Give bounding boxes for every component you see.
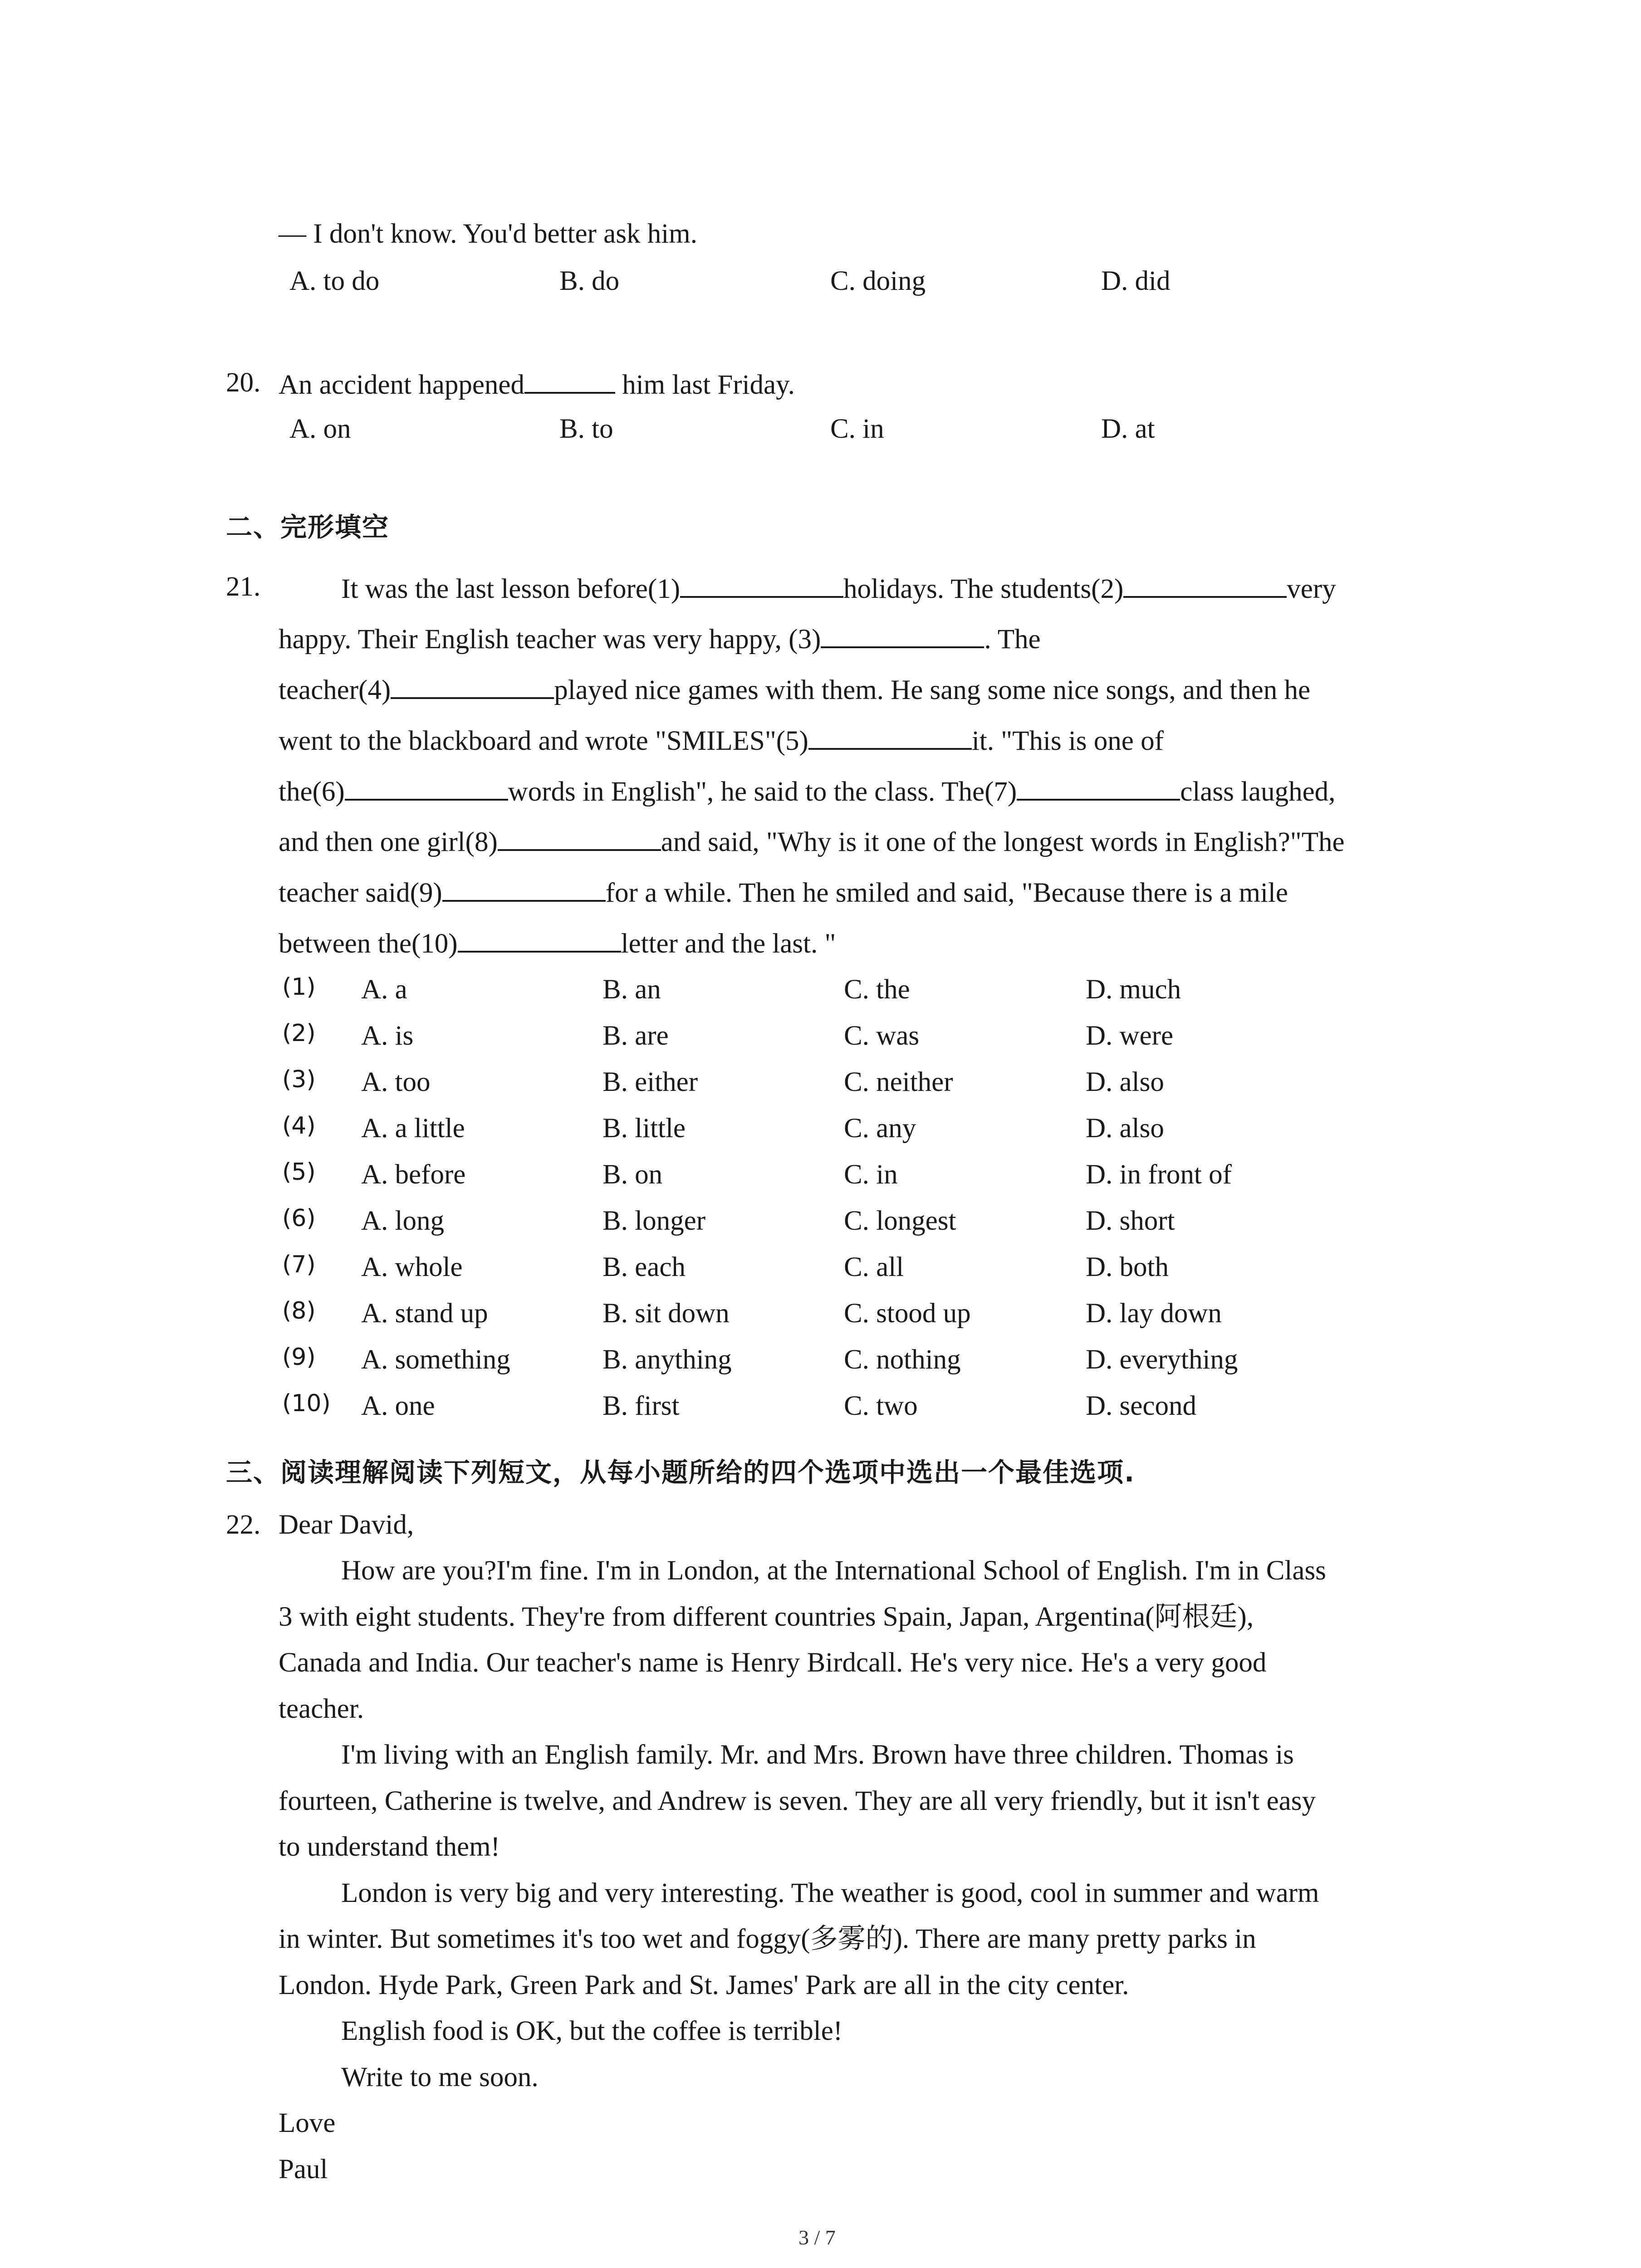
q21-line-4 <box>279 723 1164 758</box>
q21-item-label: (6) <box>282 1205 316 1232</box>
q21-item9-option-b: B. anything <box>603 1344 732 1375</box>
q22-line: London. Hyde Park, Green Park and St. James' Park are all in the city center. <box>279 1970 1129 2000</box>
q21-item-label: (3) <box>282 1066 316 1093</box>
q21-blank-9 <box>442 875 606 902</box>
q19-option-c: C. doing <box>830 266 926 296</box>
q21-item3-option-b: B. either <box>603 1067 698 1097</box>
q21-item10-option-d: D. second <box>1086 1391 1196 1421</box>
q21-text: for a while. Then he smiled and said, "Because there is a mile <box>605 878 1288 908</box>
q22-signature: Paul <box>279 2154 328 2185</box>
q20-option-d: D. at <box>1101 414 1155 444</box>
q21-item8-option-a: A. stand up <box>361 1298 488 1329</box>
q21-item4-option-c: C. any <box>844 1113 916 1144</box>
q21-blank-2 <box>1123 571 1287 598</box>
q22-line: Write to me soon. <box>341 2062 539 2092</box>
q21-text: holidays. The students(2) <box>843 574 1124 604</box>
q20-option-c: C. in <box>830 414 884 444</box>
section-cloze-title: 二、完形填空 <box>226 512 390 543</box>
q21-line-5 <box>279 773 1335 808</box>
q22-line: London is very big and very interesting. The weather is good, cool in summer and warm <box>341 1878 1319 1908</box>
q21-item8-option-d: D. lay down <box>1086 1298 1222 1329</box>
q22-line: to understand them! <box>279 1832 500 1862</box>
q21-item4-option-b: B. little <box>603 1113 686 1144</box>
q21-line-1 <box>341 571 1336 606</box>
q21-item2-option-a: A. is <box>361 1021 414 1051</box>
q21-text: words in English", he said to the class. The(7) <box>508 777 1017 807</box>
q21-line-6 <box>279 824 1345 859</box>
q21-item-label: (8) <box>282 1297 316 1325</box>
q21-item5-option-d: D. in front of <box>1086 1159 1232 1190</box>
q21-item7-option-a: A. whole <box>361 1252 463 1282</box>
q19-answer-line: — I don't know. You'd better ask him. <box>279 219 697 249</box>
q22-number: 22. <box>226 1510 261 1540</box>
q21-item1-option-c: C. the <box>844 974 910 1005</box>
q21-text: played nice games with them. He sang some nice songs, and then he <box>554 675 1311 705</box>
q21-line-8 <box>279 925 836 960</box>
page-number: 3 / 7 <box>798 2226 836 2249</box>
q21-item3-option-d: D. also <box>1086 1067 1164 1097</box>
q22-line: How are you?I'm fine. I'm in London, at the International School of English. I'm in Class <box>341 1555 1326 1586</box>
section-reading-title: 三、阅读理解阅读下列短文，从每小题所给的四个选项中选出一个最佳选项. <box>226 1457 1136 1488</box>
q22-line: 3 with eight students. They're from different countries Spain, Japan, Argentina(阿根廷), <box>279 1602 1254 1632</box>
q22-line: I'm living with an English family. Mr. and Mrs. Brown have three children. Thomas is <box>341 1740 1294 1770</box>
q19-option-b: B. do <box>559 266 620 296</box>
q21-item8-option-b: B. sit down <box>603 1298 730 1329</box>
q22-line: in winter. But sometimes it's too wet and foggy(多雾的). There are many pretty parks in <box>279 1924 1256 1954</box>
q21-item2-option-d: D. were <box>1086 1021 1174 1051</box>
q20-stem <box>279 367 795 401</box>
q21-item5-option-b: B. on <box>603 1159 663 1190</box>
q21-item6-option-d: D. short <box>1086 1206 1175 1236</box>
q21-text: happy. Their English teacher was very happy, (3) <box>279 624 821 655</box>
q20-blank <box>524 367 615 394</box>
q21-text: class laughed, <box>1180 777 1336 807</box>
q21-text: teacher said(9) <box>279 878 442 908</box>
q20-stem-before: An accident happened <box>279 370 524 400</box>
q21-text: very <box>1287 574 1336 604</box>
q21-item3-option-c: C. neither <box>844 1067 953 1097</box>
q21-item9-option-c: C. nothing <box>844 1344 961 1375</box>
q21-item-label: (7) <box>282 1251 316 1278</box>
q21-item5-option-a: A. before <box>361 1159 466 1190</box>
q21-item1-option-d: D. much <box>1086 974 1181 1005</box>
q21-blank-4 <box>391 672 554 699</box>
q21-blank-1 <box>680 571 843 598</box>
q19-option-a: A. to do <box>289 266 380 296</box>
q21-number: 21. <box>226 572 261 602</box>
q21-item3-option-a: A. too <box>361 1067 431 1097</box>
q21-blank-10 <box>458 925 621 953</box>
q21-item10-option-c: C. two <box>844 1391 918 1421</box>
q21-item7-option-b: B. each <box>603 1252 686 1282</box>
q20-option-a: A. on <box>289 414 351 444</box>
q21-text: went to the blackboard and wrote "SMILES"(5) <box>279 726 808 756</box>
q21-item9-option-d: D. everything <box>1086 1344 1238 1375</box>
q21-item1-option-a: A. a <box>361 974 407 1005</box>
q20-number: 20. <box>226 367 261 398</box>
q20-stem-after: him last Friday. <box>615 370 795 400</box>
q21-text: and then one girl(8) <box>279 827 498 857</box>
q21-item4-option-a: A. a little <box>361 1113 465 1144</box>
q21-item10-option-a: A. one <box>361 1391 435 1421</box>
q21-blank-6 <box>345 773 508 801</box>
q21-item9-option-a: A. something <box>361 1344 510 1375</box>
q21-line-3 <box>279 672 1310 707</box>
q21-text: teacher(4) <box>279 675 391 705</box>
q21-text: it. "This is one of <box>971 726 1164 756</box>
q21-line-7 <box>279 875 1288 909</box>
q21-item2-option-b: B. are <box>603 1021 669 1051</box>
q21-text: between the(10) <box>279 929 458 959</box>
q21-item-label: (4) <box>282 1112 316 1139</box>
q21-blank-3 <box>821 621 984 648</box>
q19-option-d: D. did <box>1101 266 1171 296</box>
q22-line: teacher. <box>279 1694 364 1724</box>
q21-item-label: (9) <box>282 1344 316 1371</box>
q21-item-label: (1) <box>282 973 316 1001</box>
q22-greeting: Dear David, <box>279 1510 414 1540</box>
q21-item2-option-c: C. was <box>844 1021 920 1051</box>
q21-item1-option-b: B. an <box>603 974 661 1005</box>
q21-item6-option-b: B. longer <box>603 1206 706 1236</box>
q21-text: the(6) <box>279 777 345 807</box>
q22-line: English food is OK, but the coffee is terrible! <box>341 2016 843 2046</box>
q21-item-label: (5) <box>282 1158 316 1186</box>
q22-line: fourteen, Catherine is twelve, and Andrew is seven. They are all very friendly, but it isn't easy <box>279 1786 1316 1816</box>
q20-option-b: B. to <box>559 414 613 444</box>
q21-line-2 <box>279 621 1041 656</box>
q22-line: Canada and India. Our teacher's name is Henry Birdcall. He's very nice. He's a very good <box>279 1647 1267 1678</box>
q21-item-label: (10) <box>282 1390 331 1417</box>
q21-text: and said, "Why is it one of the longest words in English?"The <box>661 827 1345 857</box>
q21-item5-option-c: C. in <box>844 1159 898 1190</box>
q21-item7-option-d: D. both <box>1086 1252 1169 1282</box>
q21-item4-option-d: D. also <box>1086 1113 1164 1144</box>
q21-blank-7 <box>1017 773 1180 801</box>
q21-text: . The <box>984 624 1041 655</box>
q21-item8-option-c: C. stood up <box>844 1298 971 1329</box>
q21-blank-8 <box>498 824 661 851</box>
q21-blank-5 <box>808 723 972 750</box>
q22-signoff: Love <box>279 2108 336 2138</box>
q21-item6-option-a: A. long <box>361 1206 444 1236</box>
q21-item7-option-c: C. all <box>844 1252 904 1282</box>
q21-item-label: (2) <box>282 1020 316 1047</box>
q21-item10-option-b: B. first <box>603 1391 680 1421</box>
q21-text: It was the last lesson before(1) <box>341 574 681 604</box>
q21-text: letter and the last. " <box>621 929 836 959</box>
q21-item6-option-c: C. longest <box>844 1206 956 1236</box>
